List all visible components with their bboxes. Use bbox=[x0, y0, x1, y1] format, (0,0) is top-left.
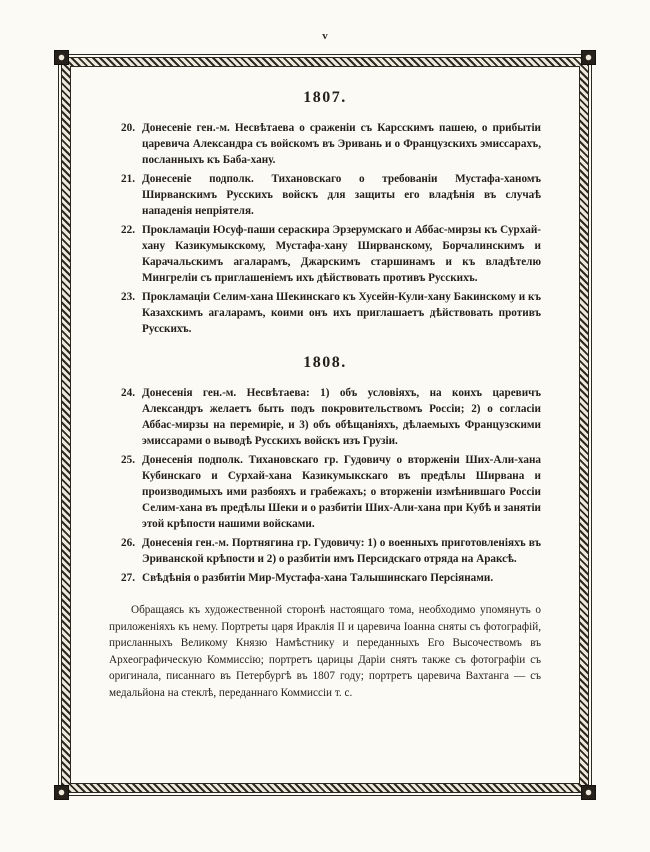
entry-number: 26. bbox=[121, 537, 135, 549]
entry bbox=[109, 289, 541, 337]
entry bbox=[109, 452, 541, 532]
page-content bbox=[70, 66, 580, 784]
frame-corner-ornament bbox=[54, 50, 69, 65]
entry bbox=[109, 570, 541, 586]
ornamental-frame bbox=[58, 54, 592, 796]
entry-text: Прокламаціи Юсуф-паши сераскира Эрзерумскаго и Аббас-мирзы къ Сурхай-хану Казикумыкскому, Мустафа-хану Ширванскому, Борчалинскимъ и Карачальскимъ агаларамъ, Джарскимъ старшинамъ и къ владѣтелю Мингреліи съ приглашеніемъ ихъ дѣйствовать противъ Русскихъ. bbox=[142, 224, 541, 284]
entry bbox=[109, 385, 541, 449]
frame-corner-ornament bbox=[54, 785, 69, 800]
entry-text: Свѣдѣнія о разбитіи Мир-Мустафа-хана Талышинскаго Персіянами. bbox=[142, 572, 494, 584]
entry-number: 22. bbox=[121, 224, 135, 236]
frame-corner-ornament bbox=[581, 785, 596, 800]
entry-number: 27. bbox=[121, 572, 135, 584]
entry-number: 21. bbox=[121, 173, 135, 185]
entry-number: 24. bbox=[121, 387, 135, 399]
entry bbox=[109, 120, 541, 168]
entry-text: Донесенія ген.-м. Несвѣтаева: 1) объ условіяхъ, на коихъ царевичъ Александръ желаетъ быть подъ покровительствомъ Россіи; 2) о согласіи Аббас-мирзы на перемиріе, и 3) объ обѣщаніяхъ, дѣлаемыхъ Французскими эмиссарами о выводѣ Русскихъ войскъ изъ Грузіи. bbox=[142, 387, 541, 447]
entry-number: 23. bbox=[121, 291, 135, 303]
entry-text: Прокламаціи Селим-хана Шекинскаго къ Хусейн-Кули-хану Бакинскому и къ Казахскимъ агаларамъ, коими онъ ихъ приглашаетъ дѣйствовать противъ Русскихъ. bbox=[142, 291, 541, 335]
entry-text: Донесеніе подполк. Тихановскаго о требованіи Мустафа-ханомъ Ширванскимъ Русскихъ войскъ для защиты его владѣнія въ случаѣ нападенія непріятеля. bbox=[142, 173, 541, 217]
entry-text: Донесеніе ген.-м. Несвѣтаева о сраженіи съ Карсскимъ пашею, о прибытіи царевича Александра съ войскомъ въ Эривань и о Французскихъ эмиссарахъ, посланныхъ къ Баба-хану. bbox=[142, 122, 541, 166]
entry-number: 20. bbox=[121, 122, 135, 134]
year-heading-1807: 1807. bbox=[303, 89, 347, 106]
year-heading-1808: 1808. bbox=[303, 354, 347, 371]
frame-corner-ornament bbox=[581, 50, 596, 65]
entry bbox=[109, 222, 541, 286]
entry bbox=[109, 171, 541, 219]
entry-text: Донесенія ген.-м. Портнягина гр. Гудовичу: 1) о военныхъ приготовленіяхъ въ Эриванской крѣпости и 2) о разбитіи имъ Персидскаго отряда на Араксѣ. bbox=[142, 537, 541, 565]
entry-text: Донесенія подполк. Тихановскаго гр. Гудовичу о вторженіи Ших-Али-хана Кубинскаго и Сурхай-хана Казикумыкскаго въ предѣлы Ширвана и производимыхъ ими разбояхъ и грабежахъ; о вторженіи измѣнившаго Россіи Селим-хана въ предѣлы Шеки и о разбитіи Ших-Али-хана при Кубѣ и занятіи этой крѣпости нашими войсками. bbox=[142, 454, 541, 530]
frame-ornament-band bbox=[61, 57, 589, 793]
entry bbox=[109, 535, 541, 567]
entry-number: 25. bbox=[121, 454, 135, 466]
closing-paragraph: Обращаясь къ художественной сторонѣ настоящаго тома, необходимо упомянуть о приложеніяхъ къ нему. Портреты царя Ираклія II и царевича Іоанна сняты съ фотографій, присланныхъ Великому Князю Намѣстнику и переданныхъ Его Высочествомъ въ Археографическую Коммиссію; портретъ царицы Даріи снятъ также съ фотографіи съ оригинала, писаннаго въ Петербургѣ въ 1807 году; портретъ царевича Вахтанга — съ медальйона на стеклѣ, переданнаго Коммиссіи т. с. bbox=[109, 604, 541, 699]
page-number-roman: v bbox=[322, 30, 328, 42]
